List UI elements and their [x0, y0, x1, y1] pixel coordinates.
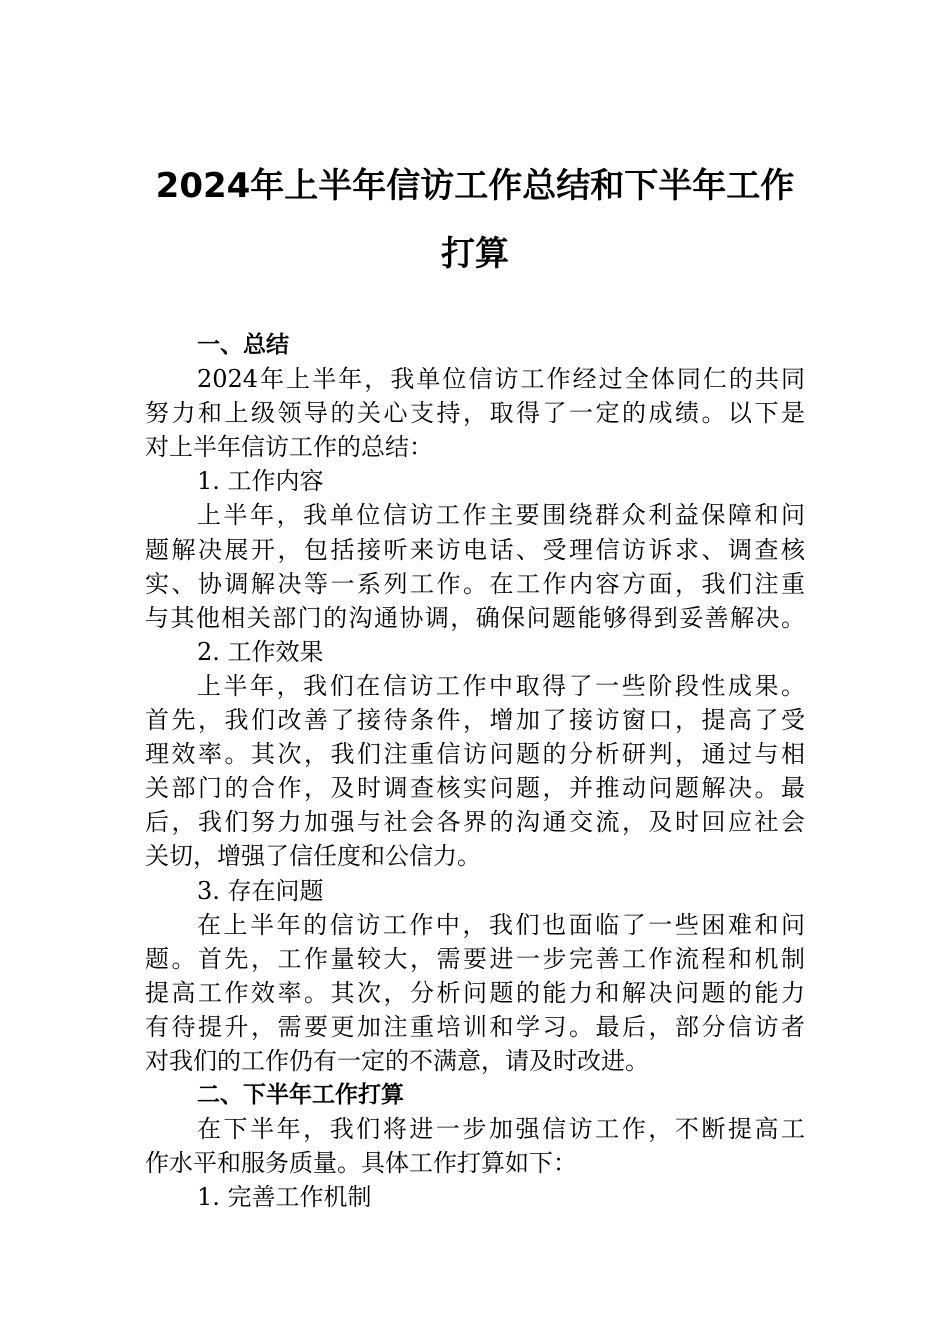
- paragraph-line: 实、协调解决等一系列工作。在工作内容方面，我们注重: [145, 569, 805, 598]
- paragraph-line: 提高工作效率。其次，分析问题的能力和解决问题的能力: [145, 978, 805, 1007]
- paragraph-line: 努力和上级领导的关心支持，取得了一定的成绩。以下是: [145, 399, 805, 428]
- subheading-existing-problems: 3. 存在问题: [197, 876, 324, 905]
- document-title-line-1: 2024年上半年信访工作总结和下半年工作: [155, 166, 795, 206]
- paragraph-line: 关切，增强了信任度和公信力。: [145, 842, 481, 871]
- document-title-line-2: 打算: [441, 234, 509, 274]
- subheading-work-effect: 2. 工作效果: [197, 637, 324, 666]
- paragraph-line: 在上半年的信访工作中，我们也面临了一些困难和问: [197, 910, 805, 939]
- paragraph-line: 题解决展开，包括接听来访电话、受理信访诉求、调查核: [145, 535, 805, 564]
- paragraph-line: 对我们的工作仍有一定的不满意，请及时改进。: [145, 1046, 649, 1075]
- paragraph-line: 2024年上半年，我单位信访工作经过全体同仁的共同: [197, 365, 805, 394]
- paragraph-line: 上半年，我单位信访工作主要围绕群众利益保障和问: [197, 501, 805, 530]
- document-body: [145, 328, 805, 1214]
- paragraph-line: 首先，我们改善了接待条件，增加了接访窗口，提高了受: [145, 706, 805, 735]
- paragraph-line: 对上半年信访工作的总结：: [145, 433, 433, 462]
- paragraph-line: 作水平和服务质量。具体工作打算如下：: [145, 1149, 577, 1178]
- paragraph-line: 题。首先，工作量较大，需要进一步完善工作流程和机制: [145, 944, 805, 973]
- subheading-improve-mechanism: 1. 完善工作机制: [197, 1183, 372, 1212]
- paragraph-line: 与其他相关部门的沟通协调，确保问题能够得到妥善解决。: [145, 603, 805, 632]
- subheading-work-content: 1. 工作内容: [197, 467, 324, 496]
- paragraph-line: 关部门的合作，及时调查核实问题，并推动问题解决。最: [145, 774, 805, 803]
- paragraph-line: 在下半年，我们将进一步加强信访工作，不断提高工: [197, 1115, 805, 1144]
- section-heading-plan: 二、下半年工作打算: [197, 1082, 404, 1109]
- paragraph-line: 上半年，我们在信访工作中取得了一些阶段性成果。: [197, 671, 805, 700]
- paragraph-line: 理效率。其次，我们注重信访问题的分析研判，通过与相: [145, 740, 805, 769]
- paragraph-line: 有待提升，需要更加注重培训和学习。最后，部分信访者: [145, 1012, 805, 1041]
- paragraph-line: 后，我们努力加强与社会各界的沟通交流，及时回应社会: [145, 808, 805, 837]
- section-heading-summary: 一、总结: [197, 332, 289, 358]
